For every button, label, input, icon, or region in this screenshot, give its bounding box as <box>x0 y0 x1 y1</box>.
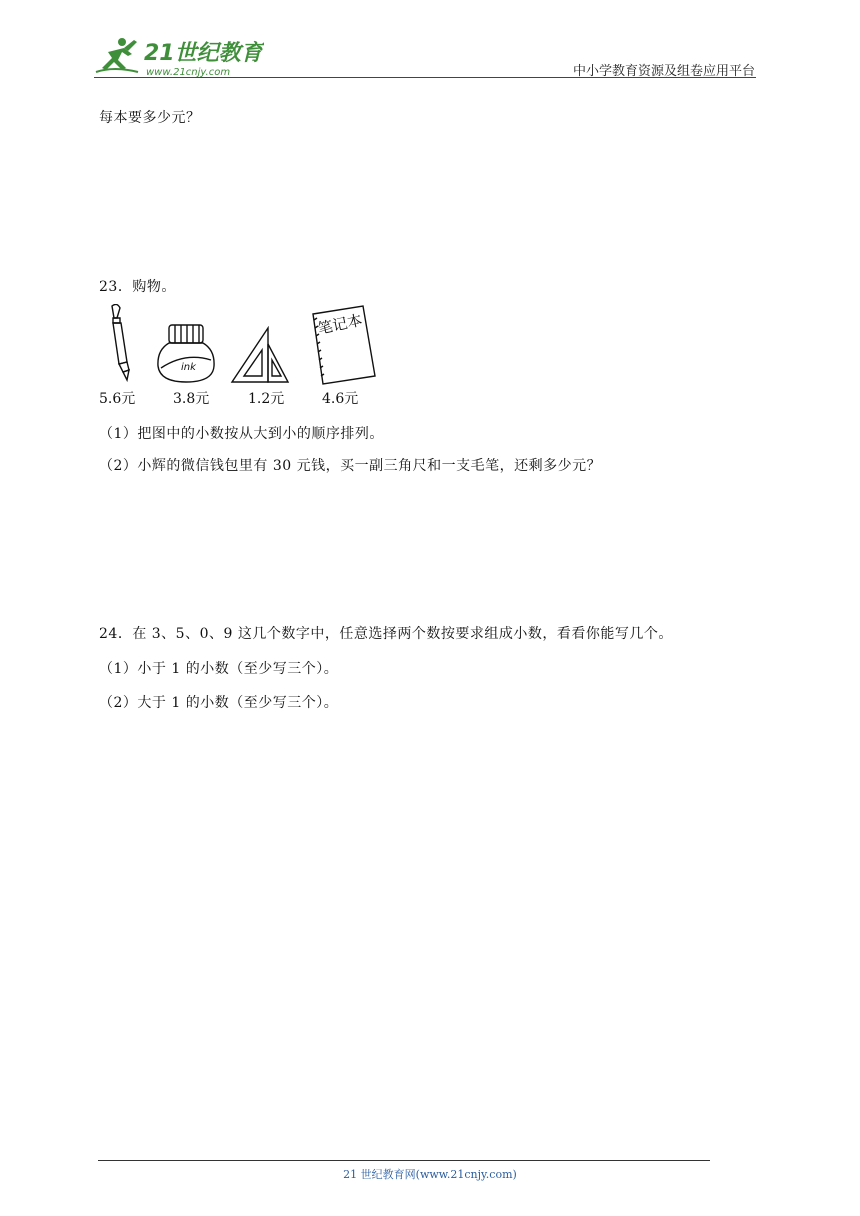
price-notebook: 4.6元 <box>322 391 359 407</box>
notebook-label: 笔记本 <box>316 310 364 338</box>
site-logo <box>94 32 264 80</box>
set-square-icon <box>230 326 290 384</box>
footer-link[interactable]: 21 世纪教育网(www.21cnjy.com) <box>343 1168 517 1181</box>
pen-icon <box>101 304 133 384</box>
notebook-icon <box>305 304 379 388</box>
header-platform-text: 中小学教育资源及组卷应用平台 <box>572 64 755 79</box>
question-22-tail: 每本要多少元？ <box>99 110 201 126</box>
question-24-title: 24．在 3、5、0、9 这几个数字中，任意选择两个数按要求组成小数，看看你能写几个。 <box>99 626 673 642</box>
shopping-items <box>97 304 387 410</box>
ink-bottle-icon <box>155 322 217 386</box>
logo-text: 21世纪教育 <box>144 41 263 66</box>
question-24-part-1: （1）小于 1 的小数（至少写三个）。 <box>99 661 339 677</box>
header-divider <box>94 77 756 78</box>
question-24-part-2: （2）大于 1 的小数（至少写三个）。 <box>99 695 339 711</box>
question-23-part-1: （1）把图中的小数按从大到小的顺序排列。 <box>99 426 384 442</box>
question-23-part-2: （2）小辉的微信钱包里有 30 元钱，买一副三角尺和一支毛笔，还剩多少元？ <box>99 458 602 474</box>
footer-divider <box>98 1160 710 1161</box>
ink-label: ink <box>181 362 196 373</box>
question-23-title: 23．购物。 <box>99 279 176 295</box>
price-ink: 3.8元 <box>173 391 210 407</box>
price-set-square: 1.2元 <box>248 391 285 407</box>
price-pen: 5.6元 <box>99 391 136 407</box>
logo-url: www.21cnjy.com <box>146 67 231 78</box>
